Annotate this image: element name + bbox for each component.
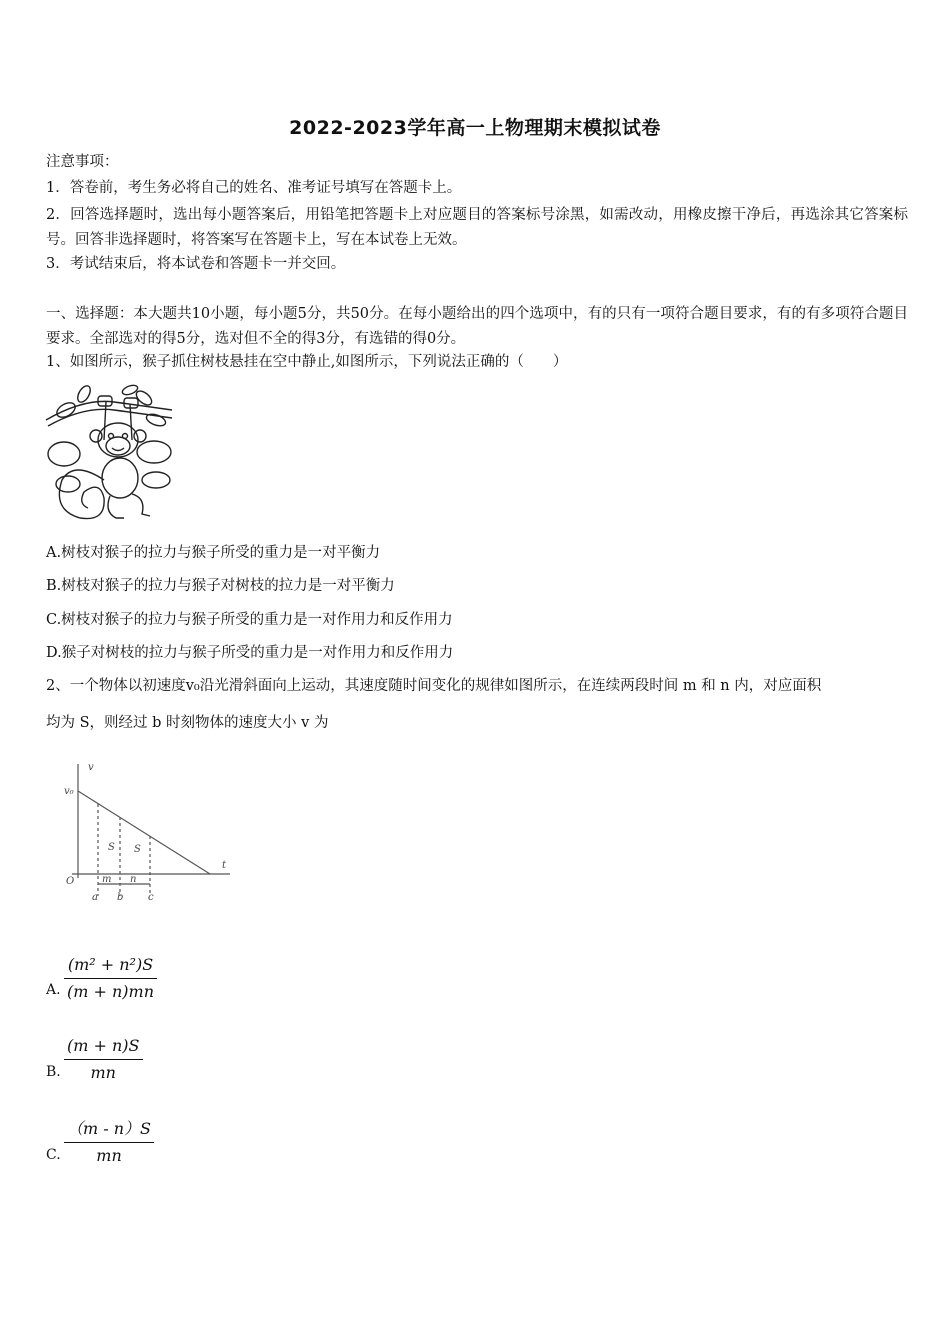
fraction-bar [64, 1142, 154, 1143]
time-a-label: a [92, 892, 98, 903]
q1-option-b: B.树枝对猴子的拉力与猴子对树枝的拉力是一对平衡力 [46, 578, 395, 594]
q2-stem-line2: 均为 S，则经过 b 时刻物体的速度大小 v 为 [46, 715, 329, 731]
q2-option-a-numerator: (m² + n²)S [67, 955, 154, 974]
q2-stem-line1: 2、一个物体以初速度v₀沿光滑斜面向上运动，其速度随时间变化的规律如图所示，在连续两段时间 m 和 n 内，对应面积 [46, 678, 822, 694]
q2-option-b-denominator: mn [90, 1063, 116, 1082]
q2-option-c-denominator: mn [96, 1146, 122, 1165]
v0-label: v₀ [64, 786, 74, 797]
q1-option-a: A.树枝对猴子的拉力与猴子所受的重力是一对平衡力 [46, 545, 381, 561]
q2-option-c-fraction [64, 1118, 154, 1167]
q2-option-a-letter: A. [46, 982, 61, 998]
fraction-bar [64, 1059, 143, 1060]
fraction-bar [64, 978, 157, 979]
notice-item-2: 2．回答选择题时，选出每小题答案后，用铅笔把答题卡上对应题目的答案标号涂黑，如需改动，用橡皮擦干净后，再选涂其它答案标号。回答非选择题时，将答案写在答题卡上，写在本试卷上无效。 [46, 207, 908, 248]
notice-item-1: 1．答卷前，考生务必将自己的姓名、准考证号填写在答题卡上。 [46, 180, 462, 196]
notice-heading: 注意事项： [46, 154, 119, 170]
notice-item-3: 3．考试结束后，将本试卷和答题卡一并交回。 [46, 256, 346, 272]
q2-option-a-fraction [64, 954, 157, 1003]
q1-option-d: D.猴子对树枝的拉力与猴子所受的重力是一对作用力和反作用力 [46, 645, 454, 661]
interval-m-label: m [102, 874, 112, 885]
monkey-illustration [44, 380, 174, 526]
v-axis-label: v [88, 762, 94, 773]
origin-label: O [66, 876, 75, 887]
area-s1-label: S [108, 842, 115, 853]
q2-option-b-fraction [64, 1035, 143, 1084]
velocity-time-graph [62, 756, 240, 906]
q2-option-a-denominator: (m + n)mn [67, 982, 155, 1001]
area-s2-label: S [134, 844, 141, 855]
q2-option-c-letter: C. [46, 1147, 61, 1163]
page-title: 2022-2023学年高一上物理期末模拟试卷 [289, 117, 661, 139]
q2-option-b-numerator: (m + n)S [67, 1036, 140, 1055]
time-b-label: b [117, 892, 124, 903]
interval-n-label: n [130, 874, 137, 885]
q1-stem: 1、如图所示，猴子抓住树枝悬挂在空中静止,如图所示，下列说法正确的（ ） [46, 354, 568, 370]
q1-option-c: C.树枝对猴子的拉力与猴子所受的重力是一对作用力和反作用力 [46, 612, 453, 628]
velocity-line [78, 791, 210, 874]
section-intro: 一、选择题：本大题共10小题，每小题5分，共50分。在每小题给出的四个选项中，有的只有一项符合题目要求，有的有多项符合题目要求。全部选对的得5分，选对但不全的得3分，有选错的得0分。 [46, 306, 908, 347]
time-c-label: c [148, 892, 154, 903]
q2-option-c-numerator: （m - n）S [67, 1119, 152, 1138]
t-axis-label: t [222, 860, 227, 871]
q2-option-b-letter: B. [46, 1064, 61, 1080]
